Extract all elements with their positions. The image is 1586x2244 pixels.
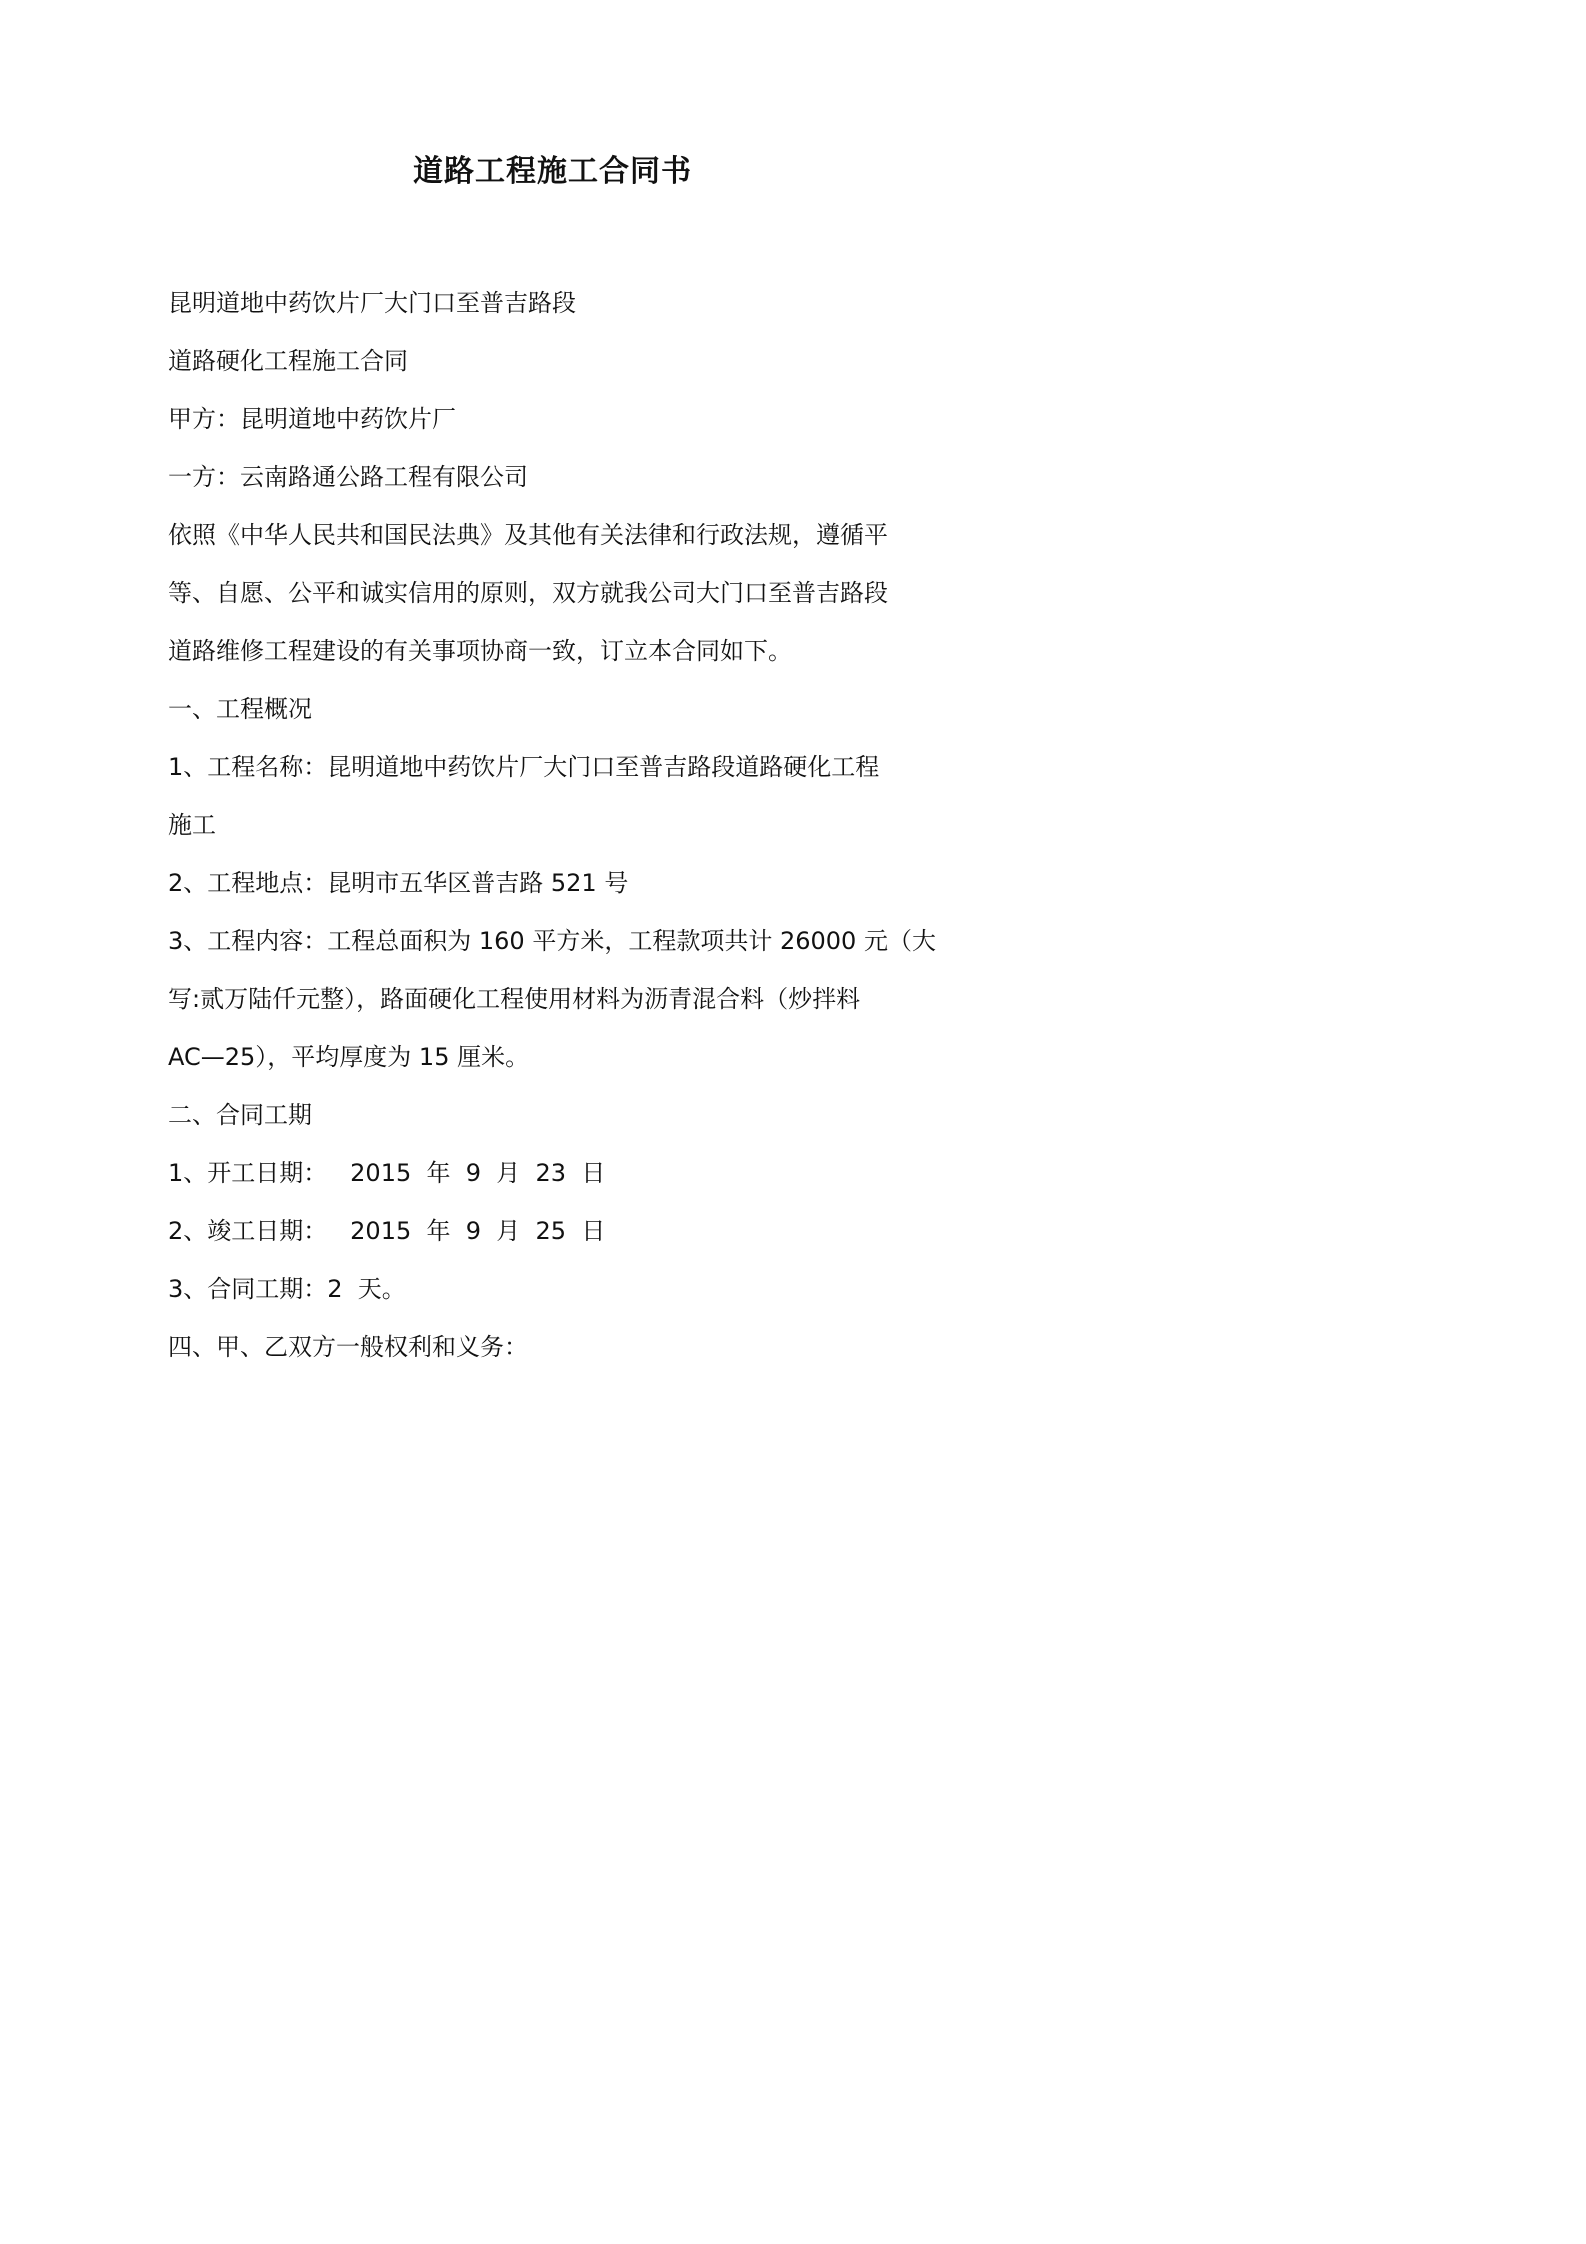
clause-project-name-line-2: 施工 xyxy=(168,811,216,839)
clause-completion-date: 2、竣工日期： 2015 年 9 月 25 日 xyxy=(168,1217,606,1245)
party-a-line: 甲方：昆明道地中药饮片厂 xyxy=(168,405,456,433)
clause-project-content-line-1: 3、工程内容：工程总面积为 160 平方米，工程款项共计 26000 元（大 xyxy=(168,927,936,955)
preamble-line-1: 依照《中华人民共和国民法典》及其他有关法律和行政法规，遵循平 xyxy=(168,521,888,549)
party-b-line: 一方：云南路通公路工程有限公司 xyxy=(168,463,528,491)
clause-project-name-line-1: 1、工程名称：昆明道地中药饮片厂大门口至普吉路段道路硬化工程 xyxy=(168,753,880,781)
project-name-line-2: 道路硬化工程施工合同 xyxy=(168,347,408,375)
clause-project-content-line-2: 写:贰万陆仟元整），路面硬化工程使用材料为沥青混合料（炒拌料 xyxy=(168,985,861,1013)
section-heading-overview: 一、工程概况 xyxy=(168,695,312,723)
section-heading-rights-obligations: 四、甲、乙双方一般权利和义务： xyxy=(168,1333,528,1361)
clause-project-content-line-3: AC—25），平均厚度为 15 厘米。 xyxy=(168,1043,530,1071)
document-title: 道路工程施工合同书 xyxy=(413,154,692,189)
preamble-line-2: 等、自愿、公平和诚实信用的原则，双方就我公司大门口至普吉路段 xyxy=(168,579,888,607)
document-page xyxy=(0,0,1105,1563)
project-name-line-1: 昆明道地中药饮片厂大门口至普吉路段 xyxy=(168,289,576,317)
section-heading-duration: 二、合同工期 xyxy=(168,1101,312,1129)
preamble-line-3: 道路维修工程建设的有关事项协商一致，订立本合同如下。 xyxy=(168,637,792,665)
clause-contract-period: 3、合同工期：2 天。 xyxy=(168,1275,406,1303)
clause-project-location: 2、工程地点：昆明市五华区普吉路 521 号 xyxy=(168,869,629,897)
clause-start-date: 1、开工日期： 2015 年 9 月 23 日 xyxy=(168,1159,606,1187)
